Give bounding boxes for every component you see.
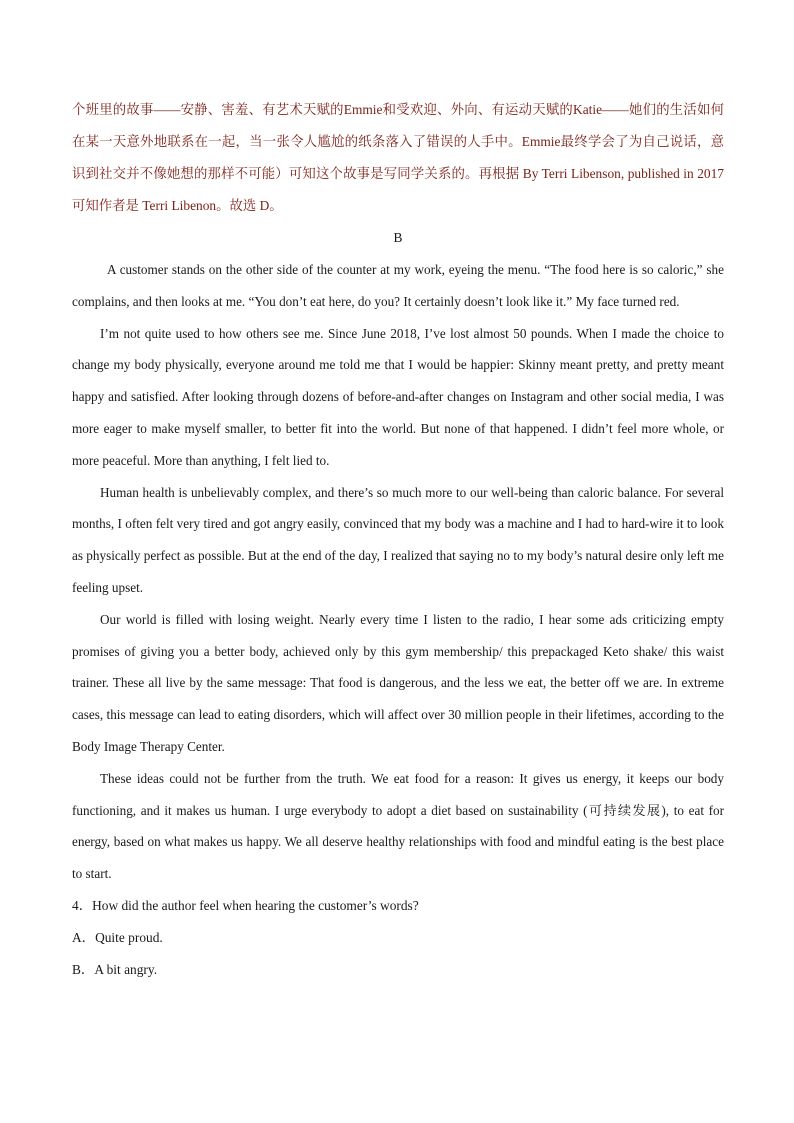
section-letter: B (393, 230, 403, 245)
question-number: 4． (72, 897, 93, 913)
answer-explanation (72, 94, 724, 222)
option-label: A． (72, 929, 96, 945)
answer-option (72, 922, 724, 954)
question (72, 890, 724, 922)
option-label: B． (72, 961, 95, 977)
passage-paragraph: A customer stands on the other side of the counter at my work, eyeing the menu. “The food here is so caloric,” she complains, and then looks at me. “You don’t eat here, do you? It certainly doesn’t look like it.” My face turned red. (72, 262, 724, 309)
explanation-text: 个班里的故事——安静、害羞、有艺术天赋的Emmie和受欢迎、外向、有运动天赋的Katie——她们的生活如何在某一天意外地联系在一起，当一张令人尴尬的纸条落入了错误的人手中。Emmie最终学会了为自己说话，意识到社交并不像她想的那样不可能）可知这个故事是写同学关系的。再根据 By Terri Libenson, published in 2017 可知作者是 Terri Libenon。故选 D。 (72, 102, 724, 213)
document-page (72, 94, 724, 986)
passage-paragraph: Human health is unbelievably complex, and there’s so much more to our well-being than caloric balance. For several months, I often felt very tired and got angry easily, convinced that my body was a machine and I had to hard-wire it to look as physically perfect as possible. But at the end of the day, I realized that saying no to my body’s natural desire only left me feeling upset. (72, 484, 724, 595)
answer-option (72, 954, 724, 986)
question-text: How did the author feel when hearing the customer’s words? (92, 897, 419, 913)
option-text: A bit angry. (94, 961, 158, 977)
passage-paragraph: Our world is filled with losing weight. Nearly every time I listen to the radio, I hear some ads criticizing empty promises of giving you a better body, achieved only by this gym membership/ this prepackaged Keto shake/ this waist trainer. These all live by the same message: That food is dangerous, and the less we eat, the better off we are. In extreme cases, this message can lead to eating disorders, which will affect over 30 million people in their lifetimes, according to the Body Image Therapy Center. (72, 611, 724, 754)
option-text: Quite proud. (95, 929, 163, 945)
passage-paragraph: These ideas could not be further from the truth. We eat food for a reason: It gives us energy, it keeps our body functioning, and it makes us human. I urge everybody to adopt a diet based on sustainability (可持续发展), to eat for energy, based on what makes us happy. We all deserve healthy relationships with food and mindful eating is the best place to start. (72, 770, 724, 882)
passage-paragraph: I’m not quite used to how others see me. Since June 2018, I’ve lost almost 50 pounds. When I made the choice to change my body physically, everyone around me told me that I would be happier: Skinny meant pretty, and pretty meant happy and satisfied. After looking through dozens of before-and-after changes on Instagram and other social media, I was more eager to make myself smaller, to better fit into the world. But none of that happened. I didn’t feel more whole, or more peaceful. More than anything, I felt lied to. (72, 325, 724, 468)
reading-passage (72, 254, 724, 890)
